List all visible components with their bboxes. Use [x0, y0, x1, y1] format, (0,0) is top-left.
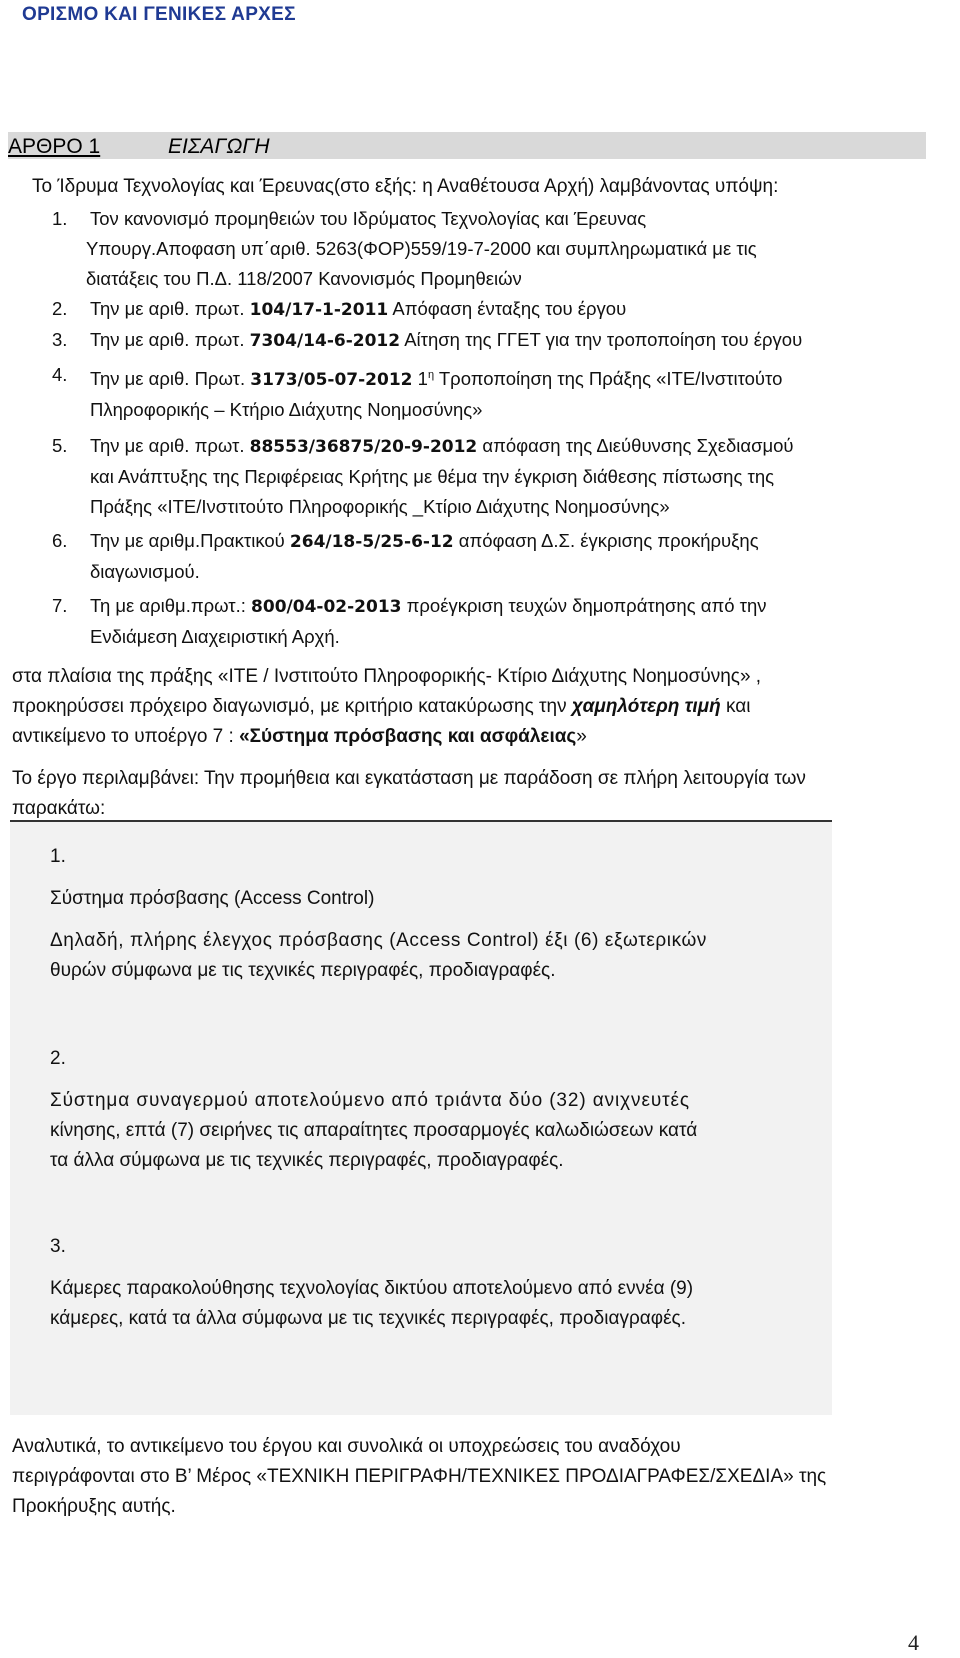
item-number: 5. [52, 435, 68, 457]
page-number: 4 [908, 1630, 919, 1655]
item-line: Πράξης «ΙΤΕ/Ινστιτούτο Πληροφορικής _Κτίριο Διάχυτης Νοημοσύνης» [90, 496, 670, 518]
closing-line: Προκήρυξης αυτής. [12, 1496, 176, 1517]
scope-line: Το έργο περιλαμβάνει: Την προμήθεια και εγκατάσταση με παράδοση σε πλήρη λειτουργία των [12, 768, 806, 789]
context-line [12, 722, 932, 752]
closing-line: περιγράφονται στο Β’ Μέρος «ΤΕΧΝΙΚΗ ΠΕΡΙΓΡΑΦΗ/ΤΕΧΝΙΚΕΣ ΠΡΟΔΙΑΓΡΑΦΕΣ/ΣΧΕΔΙΑ» της [12, 1466, 827, 1487]
item-number: 3. [52, 329, 68, 350]
list-item [20, 204, 920, 294]
deliverable-description [50, 926, 830, 986]
intro-text: Το Ίδρυμα Τεχνολογίας και Έρευνας(στο εξής: η Αναθέτουσα Αρχή) λαμβάνοντας υπόψη: [32, 176, 779, 197]
description-line: θυρών σύμφωνα με τις τεχνικές περιγραφές, προδιαγραφές. [50, 960, 556, 981]
item-text: προέγκριση τευχών δημοπράτησης από την [401, 595, 767, 617]
article-title: ΕΙΣΑΓΩΓΗ [168, 135, 270, 158]
closing-line: Αναλυτικά, το αντικείμενο του έργου και συνολικά οι υποχρεώσεις του αναδόχου [12, 1436, 681, 1457]
item-text: απόφαση Δ.Σ. έγκρισης προκήρυξης [453, 530, 759, 552]
description-line: κίνησης, επτά (7) σειρήνες τις απαραίτητες προσαρμογές καλωδιώσεων κατά [50, 1120, 698, 1141]
item-line: διατάξεις του Π.Δ. 118/2007 Κανονισμός Προμηθειών [86, 268, 522, 289]
item-text: Αίτηση της ΓΓΕΤ για την τροποποίηση του έργου [400, 329, 803, 350]
ordinal-superscript: η [427, 369, 435, 381]
description-line: Δηλαδή, πλήρης έλεγχος πρόσβασης (Access Control) έξι (6) εξωτερικών [50, 930, 708, 951]
list-item [20, 591, 920, 652]
list-item [20, 294, 920, 325]
section-header: ΟΡΙΣΜΟ ΚΑΙ ΓΕΝΙΚΕΣ ΑΡΧΕΣ [22, 4, 296, 25]
item-line: διαγωνισμού. [90, 561, 200, 583]
item-text: Τη με αριθμ.πρωτ.: [90, 595, 252, 617]
article-heading-bar [8, 132, 926, 159]
item-text: Απόφαση ένταξης του έργου [388, 298, 627, 319]
item-number: 1. [52, 208, 68, 229]
context-line [12, 692, 932, 722]
list-item [20, 360, 920, 425]
decision-number: 800/04-02-2013 [251, 597, 402, 618]
item-text: Την με αριθ. πρωτ. [90, 329, 250, 350]
context-text: και [720, 696, 751, 717]
item-text: 1 [412, 368, 428, 390]
deliverable-description [50, 1274, 830, 1334]
item-line: Υπουργ.Αποφαση υπ΄αριθ. 5263(ΦΟΡ)559/19-7-2000 και συμπληρωματικά με τις [86, 238, 757, 259]
item-text: Την με αριθ. πρωτ. [90, 298, 250, 319]
considerations-list [20, 204, 920, 652]
description-line: τα άλλα σύμφωνα με τις τεχνικές περιγραφές, προδιαγραφές. [50, 1150, 564, 1171]
context-line: στα πλαίσια της πράξης «ΙΤΕ / Ινστιτούτο Πληροφορικής- Κτίριο Διάχυτης Νοημοσύνης» , [12, 666, 762, 687]
context-text: » [576, 726, 587, 747]
item-text: Την με αριθ. Πρωτ. [90, 368, 251, 390]
decision-number: 264/18-5/25-6-12 [289, 532, 454, 553]
decision-number: 3173/05-07-2012 [250, 370, 413, 391]
item-text: Την με αριθμ.Πρακτικού [90, 530, 290, 552]
deliverable-title: Σύστημα πρόσβασης (Access Control) [50, 888, 375, 909]
deliverables-box [10, 820, 832, 1415]
subproject-title: «Σύστημα πρόσβασης και ασφάλειας [239, 726, 577, 747]
context-paragraph [12, 662, 932, 752]
item-text: Την με αριθ. πρωτ. [90, 435, 250, 457]
decision-number: 88553/36875/20-9-2012 [249, 437, 478, 458]
list-item [20, 526, 920, 587]
list-item [20, 431, 920, 522]
decision-number: 104/17-1-2011 [249, 300, 389, 320]
item-text: Τροποποίηση της Πράξης «ΙΤΕ/Ινστιτούτο [434, 368, 783, 390]
item-line: Πληροφορικής – Κτήριο Διάχυτης Νοημοσύνης» [90, 399, 483, 421]
context-text: αντικείμενο το υποέργο 7 : [12, 726, 240, 747]
item-number: 2. [52, 298, 68, 319]
context-text: προκηρύσσει πρόχειρο διαγωνισμό, με κριτήριο κατακύρωσης την [12, 696, 572, 717]
item-text: απόφαση της Διεύθυνσης Σχεδιασμού [477, 435, 794, 457]
list-item [20, 325, 920, 356]
scope-line: παρακάτω: [12, 798, 106, 819]
scope-paragraph [12, 764, 932, 824]
description-line: κάμερες, κατά τα άλλα σύμφωνα με τις τεχνικές περιγραφές, προδιαγραφές. [50, 1308, 686, 1329]
article-number: ΑΡΘΡΟ 1 [8, 135, 101, 158]
deliverable-number: 2. [50, 1048, 66, 1069]
item-line: Ενδιάμεση Διαχειριστική Αρχή. [90, 626, 340, 648]
item-line: Τον κανονισμό προμηθειών του Ιδρύματος Τεχνολογίας και Έρευνας [90, 208, 647, 229]
deliverable-number: 3. [50, 1236, 66, 1257]
item-line: και Ανάπτυξης της Περιφέρειας Κρήτης με θέμα την έγκριση διάθεσης πίστωσης της [90, 466, 775, 488]
description-line: Κάμερες παρακολούθησης τεχνολογίας δικτύου αποτελούμενο από εννέα (9) [50, 1278, 694, 1299]
item-number: 7. [52, 595, 68, 617]
award-criterion: χαμηλότερη τιμή [571, 696, 721, 717]
deliverable-number: 1. [50, 846, 66, 867]
deliverable-description [50, 1086, 830, 1176]
description-line: Σύστημα συναγερμού αποτελούμενο από τριάντα δύο (32) ανιχνευτές [50, 1090, 690, 1111]
decision-number: 7304/14-6-2012 [249, 331, 401, 351]
item-number: 4. [52, 364, 68, 385]
item-number: 6. [52, 530, 68, 552]
closing-paragraph [12, 1432, 932, 1522]
